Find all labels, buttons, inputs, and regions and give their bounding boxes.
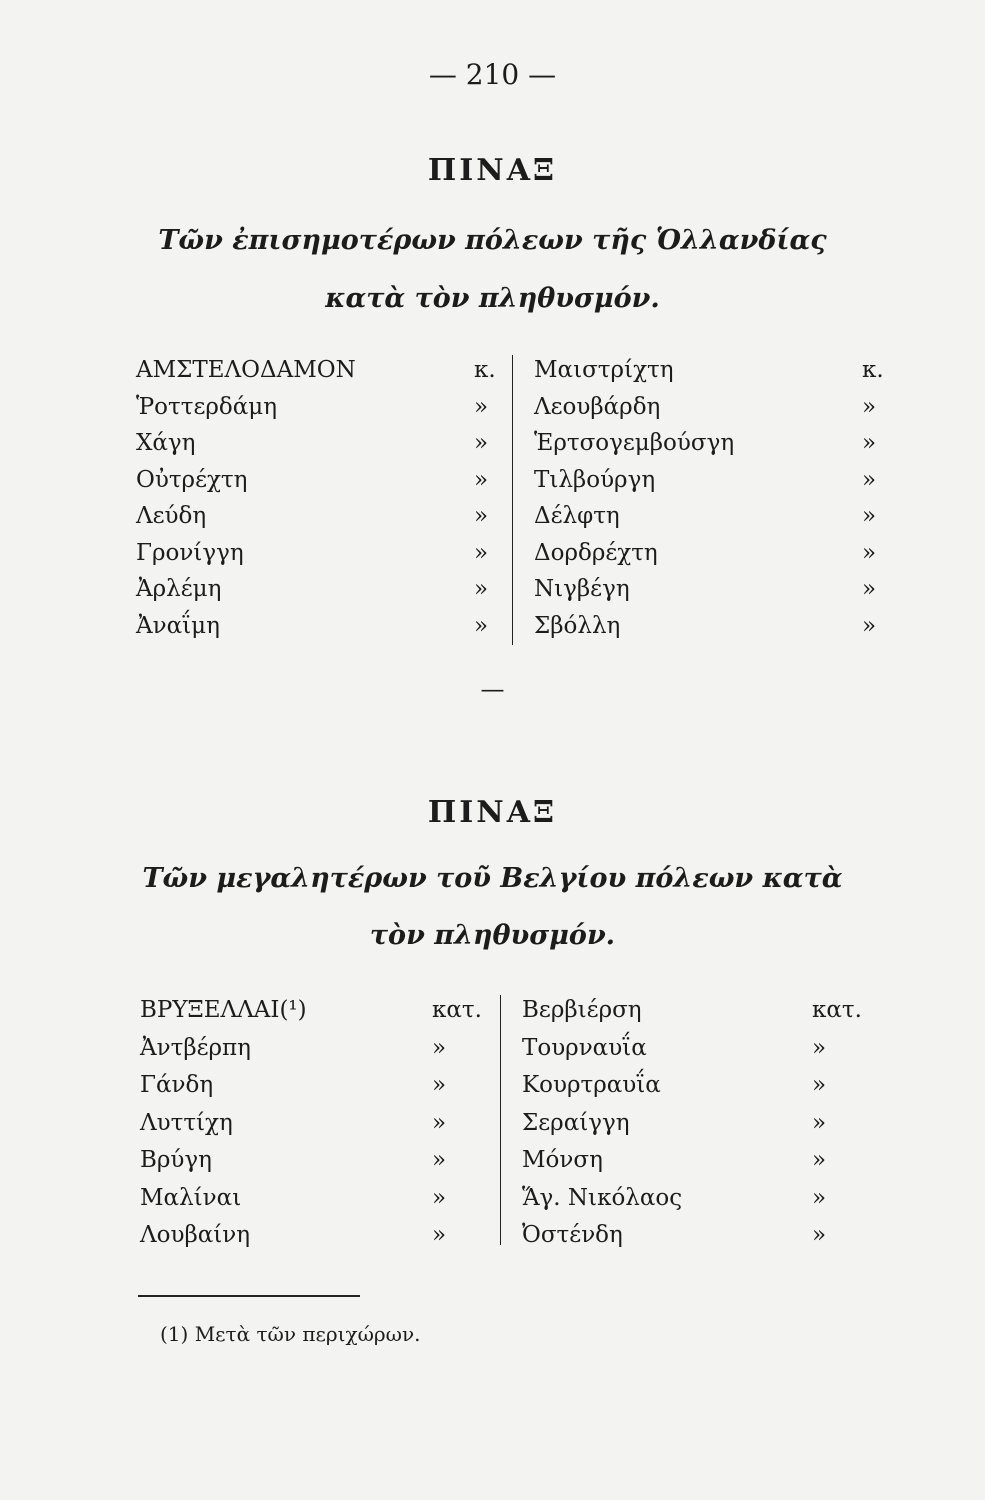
unit-label: » (474, 503, 489, 529)
unit-label: » (432, 1034, 447, 1061)
unit-label: » (474, 612, 489, 639)
city-name: Οὐτρέχτη (136, 466, 248, 493)
city-name: Χάγη (136, 430, 196, 456)
city-name: Γάνδη (140, 1072, 214, 1098)
unit-label: κ. (862, 357, 884, 383)
city-name: Τιλβούργη (534, 466, 656, 493)
city-name: Μαιστρίχτη (534, 357, 674, 383)
table2-column-divider (500, 995, 501, 1245)
table2-title: ΠΙΝΑΞ (427, 795, 558, 830)
unit-label: » (862, 430, 877, 456)
table1-subtitle-line1: Τῶν ἐπισημοτέρων πόλεων τῆς Ὁλλανδίας (158, 225, 827, 256)
city-name: Βερβιέρση (522, 997, 642, 1023)
city-name: Λυττίχη (140, 1109, 233, 1136)
unit-label: » (812, 1072, 827, 1098)
city-name: Δέλφτη (534, 503, 620, 529)
city-name: ΑΜΣΤΕΛΟΔΑΜΟΝ (136, 357, 356, 383)
city-name: Νιγβέγη (534, 576, 630, 602)
city-name: Ἅγ. Νικόλαος (522, 1184, 683, 1211)
city-name: Γρονίγγη (136, 539, 244, 566)
unit-label: » (812, 1034, 827, 1061)
table1-subtitle-line2: κατὰ τὸν πληθυσμόν. (325, 283, 660, 314)
table1-title: ΠΙΝΑΞ (427, 153, 558, 188)
footnote-rule (138, 1295, 360, 1297)
city-name: Κουρτραυΐα (522, 1072, 661, 1098)
city-name: Μαλίναι (140, 1184, 242, 1211)
footnote: (1) Μετὰ τῶν περιχώρων. (160, 1322, 421, 1346)
city-name: Ὀστένδη (522, 1222, 623, 1248)
city-name: Λουβαίνη (140, 1222, 251, 1248)
city-name: Βρύγη (140, 1147, 212, 1173)
city-name: Ἑρτσογεμβούσγη (534, 430, 735, 456)
unit-label: » (474, 393, 489, 420)
city-name: Μόνση (522, 1147, 603, 1173)
unit-label: » (862, 503, 877, 529)
unit-label: » (432, 1147, 447, 1173)
unit-label: » (862, 466, 877, 493)
city-name: Λεύδη (136, 503, 207, 529)
city-name: Λεουβάρδη (534, 393, 661, 420)
section-separator: — (480, 675, 505, 703)
page-number: — 210 — (428, 58, 557, 91)
unit-label: » (474, 576, 489, 602)
city-name: ΒΡΥΞΕΛΛΑΙ(¹) (140, 997, 307, 1023)
unit-label: » (862, 393, 877, 420)
unit-label: κ. (474, 357, 496, 383)
city-name: Σεραίγγη (522, 1109, 630, 1136)
unit-label: » (812, 1222, 827, 1248)
unit-label: » (432, 1072, 447, 1098)
unit-label: » (432, 1109, 447, 1136)
city-name: Ἀναΐμη (136, 612, 220, 639)
table2-subtitle-line2: τὸν πληθυσμόν. (369, 920, 616, 951)
unit-label: κατ. (432, 997, 482, 1023)
unit-label: » (862, 612, 877, 639)
city-name: Ἀντβέρπη (140, 1034, 251, 1061)
unit-label: » (474, 430, 489, 456)
unit-label: κατ. (812, 997, 862, 1023)
city-name: Ῥοττερδάμη (136, 393, 278, 420)
city-name: Δορδρέχτη (534, 539, 658, 566)
unit-label: » (812, 1109, 827, 1136)
unit-label: » (862, 539, 877, 566)
unit-label: » (432, 1184, 447, 1211)
unit-label: » (812, 1147, 827, 1173)
city-name: Τουρναυΐα (522, 1034, 647, 1061)
unit-label: » (474, 466, 489, 493)
city-name: Ἀρλέμη (136, 576, 222, 602)
unit-label: » (812, 1184, 827, 1211)
unit-label: » (432, 1222, 447, 1248)
unit-label: » (474, 539, 489, 566)
unit-label: » (862, 576, 877, 602)
table2-subtitle-line1: Τῶν μεγαλητέρων τοῦ Βελγίου πόλεων κατὰ (142, 863, 843, 894)
city-name: Σβόλλη (534, 612, 621, 639)
